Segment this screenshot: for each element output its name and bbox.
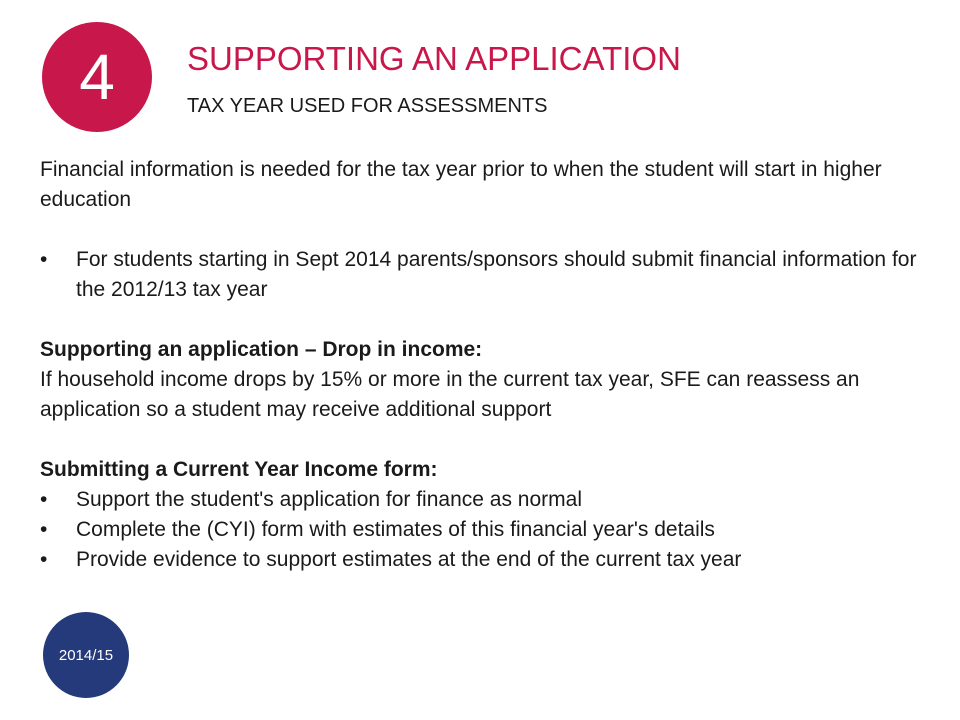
year-badge	[43, 612, 129, 698]
section-number: 4	[79, 41, 115, 113]
cyi-form-heading: Submitting a Current Year Income form:	[40, 458, 438, 481]
cyi-bullet: • Complete the (CYI) form with estimates of this financial year's details	[40, 515, 940, 545]
drop-in-income-heading: Supporting an application – Drop in income:	[40, 338, 483, 361]
intro-bullet-list	[40, 245, 940, 305]
slide-body	[40, 155, 940, 575]
drop-in-income-text: If household income drops by 15% or more in the current tax year, SFE can reassess an application so a student may receive additional support	[40, 368, 860, 421]
cyi-bullet: • Support the student's application for finance as normal	[40, 485, 940, 515]
spacer	[40, 425, 940, 455]
section-number-badge	[42, 22, 152, 132]
spacer	[40, 215, 940, 245]
slide-title: SUPPORTING AN APPLICATION	[187, 40, 681, 77]
cyi-bullet-list	[40, 485, 940, 575]
year-badge-label: 2014/15	[58, 646, 114, 664]
spacer	[40, 305, 940, 335]
cyi-bullet: • Provide evidence to support estimates at the end of the current tax year	[40, 545, 940, 575]
slide-subtitle: TAX YEAR USED FOR ASSESSMENTS	[187, 95, 548, 117]
intro-paragraph: Financial information is needed for the tax year prior to when the student will start in higher education	[40, 158, 882, 211]
intro-bullet: • For students starting in Sept 2014 parents/sponsors should submit financial information for the 2012/13 tax year	[40, 245, 940, 305]
